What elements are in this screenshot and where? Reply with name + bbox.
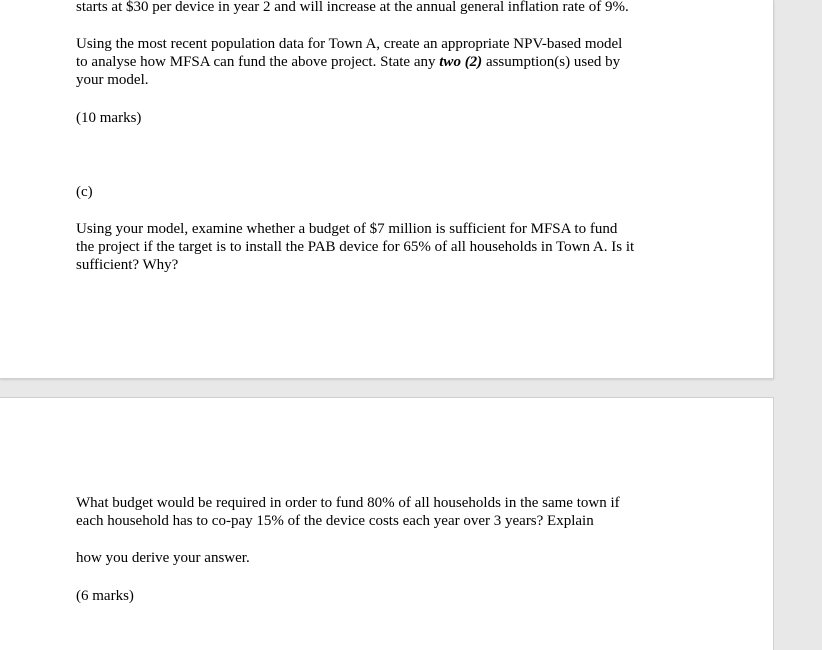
paragraph-npv-model-question: Using the most recent population data for Town A, create an appropriate NPV-based model to analyse how MFSA can fund the above project. State any two (2) assumption(s) used by your model. (76, 35, 686, 89)
paragraph-copay-question: What budget would be required in order to fund 80% of all households in the same town if each household has to co-pay 15% of the device costs each year over 3 years? Explain (76, 495, 620, 529)
paragraph-inflation-continuation: starts at $30 per device in year 2 and will increase at the annual general inflation rate of 9%. (76, 0, 629, 15)
document-page-2 (0, 397, 774, 650)
paragraph-budget-question: Using your model, examine whether a budget of $7 million is sufficient for MFSA to fund the project if the target is to install the PAB device for 65% of all households in Town A. Is it sufficient? Why? (76, 221, 635, 273)
emphasis-two: two (2) (439, 54, 483, 70)
marks-label-6: (6 marks) (76, 588, 134, 604)
paragraph-explain: how you derive your answer. (76, 550, 250, 566)
section-label-c: (c) (76, 184, 93, 200)
marks-label-10: (10 marks) (76, 110, 142, 126)
line-with-emphasis: to analyse how MFSA can fund the above project. State any two (2) assumption(s) used by (76, 54, 621, 70)
